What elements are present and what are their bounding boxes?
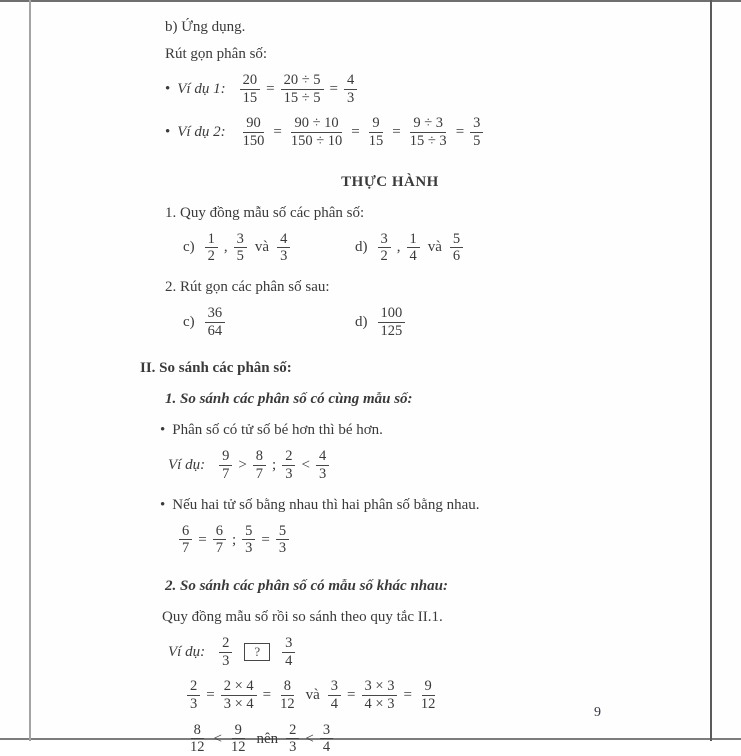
fraction: $\frac{90}{150}$ bbox=[242, 115, 265, 150]
operator: = bbox=[329, 80, 338, 97]
example-2-equation bbox=[238, 115, 486, 149]
fraction: $\frac{8}{12}$ bbox=[190, 721, 205, 756]
fraction: $\frac{4}{3}$ bbox=[344, 72, 357, 106]
fraction: $\frac{1}{2}$ bbox=[205, 231, 218, 265]
sub1-example-2-equation bbox=[177, 523, 291, 557]
sub1-example-1-label: Ví dụ: bbox=[168, 457, 206, 474]
page-content bbox=[140, 18, 680, 756]
operator: < bbox=[213, 730, 222, 747]
fraction: $\frac{3}{4}$ bbox=[320, 722, 333, 756]
part-label: c) bbox=[183, 239, 195, 256]
operator: = bbox=[262, 687, 272, 704]
operator: = bbox=[351, 124, 360, 141]
sub2-work-equation bbox=[185, 678, 440, 712]
practice-item-1c-equation bbox=[203, 231, 293, 265]
fraction: $\frac{3}{4}$ bbox=[282, 635, 295, 669]
question-box: ? bbox=[244, 643, 270, 661]
fraction: $\frac{8}{12}$ bbox=[280, 678, 295, 713]
word: và bbox=[254, 239, 270, 256]
practice-item-1d bbox=[355, 231, 465, 265]
page-number: 9 bbox=[594, 705, 601, 720]
operator: = bbox=[392, 124, 401, 141]
fraction: $\frac{9}{12}$ bbox=[230, 721, 246, 756]
example-2-row bbox=[165, 115, 680, 149]
practice-item-2-text: 2. Rút gọn các phân số sau: bbox=[165, 279, 330, 296]
example-1-row bbox=[165, 72, 680, 106]
operator: < bbox=[305, 730, 314, 747]
sub2-conclusion-equation bbox=[185, 722, 335, 756]
fraction: $\frac{36}{64}$ bbox=[205, 305, 226, 339]
fraction: $\frac{2}{3}$ bbox=[219, 635, 232, 669]
practice-item-1-parts bbox=[183, 231, 680, 265]
fraction: $\frac{1}{4}$ bbox=[407, 231, 420, 265]
sub1-example-1-row bbox=[168, 448, 680, 482]
sub2-example-label: Ví dụ: bbox=[168, 643, 206, 660]
fraction: $\frac{8}{7}$ bbox=[253, 448, 266, 482]
bullet-icon: • bbox=[165, 80, 171, 97]
bullet-icon: • bbox=[165, 124, 171, 141]
sub2-conclusion-row bbox=[185, 722, 680, 756]
fraction: $\frac{100}{125}$ bbox=[378, 305, 406, 339]
fraction: $\frac{2}{3}$ bbox=[187, 678, 200, 712]
sub2-rule: Quy đồng mẫu số rồi so sánh theo quy tắc II.1. bbox=[162, 609, 443, 626]
fraction: $\frac{5}{6}$ bbox=[450, 231, 463, 265]
sub2-example-row bbox=[168, 635, 680, 669]
page-edge-right bbox=[710, 0, 712, 741]
operator: = bbox=[455, 124, 465, 141]
operator: = bbox=[273, 124, 282, 141]
operator: = bbox=[198, 531, 207, 548]
fraction: $\frac{2}{3}$ bbox=[282, 448, 295, 482]
section-b-subtitle: Rút gọn phân số: bbox=[165, 46, 268, 62]
page-edge-top bbox=[0, 0, 741, 2]
sub1-example-1-equation bbox=[217, 448, 331, 482]
word: nên bbox=[256, 730, 279, 747]
practice-item-2-parts bbox=[183, 305, 680, 339]
fraction: $\frac{2}{3}$ bbox=[286, 722, 299, 756]
practice-heading: THỰC HÀNH bbox=[341, 173, 439, 190]
fraction: $\frac{9}{15}$ bbox=[368, 115, 384, 150]
fraction: $\frac{20}{15}$ bbox=[240, 72, 261, 106]
sub1-bullet-2-text: Nếu hai tử số bằng nhau thì hai phân số bằng nhau. bbox=[172, 496, 480, 513]
sub2-work-row bbox=[185, 678, 680, 712]
sub1-bullet-2 bbox=[160, 496, 680, 514]
operator: , bbox=[223, 239, 228, 256]
fraction: $\frac{5}{3}$ bbox=[276, 523, 289, 557]
operator: > bbox=[238, 457, 247, 474]
fraction: $\frac{90 \div 10}{150 \div 10}$ bbox=[290, 115, 343, 150]
part-label: c) bbox=[183, 313, 195, 330]
operator: = bbox=[261, 531, 270, 548]
practice-item-1d-equation bbox=[376, 231, 466, 265]
word: và bbox=[427, 239, 442, 256]
fraction: $\frac{3}{5}$ bbox=[470, 115, 483, 149]
fraction: $\frac{6}{7}$ bbox=[213, 523, 226, 557]
fraction: $\frac{20 \div 5}{15 \div 5}$ bbox=[281, 72, 324, 106]
fraction: $\frac{9 \div 3}{15 \div 3}$ bbox=[409, 115, 447, 150]
bullet-icon: • bbox=[160, 422, 166, 439]
bullet-icon: • bbox=[160, 496, 166, 513]
fraction: $\frac{3}{2}$ bbox=[378, 231, 391, 265]
fraction: $\frac{4}{3}$ bbox=[277, 231, 290, 265]
page-edge-left bbox=[29, 0, 31, 741]
sub1-example-2-row bbox=[177, 523, 680, 557]
part-label: d) bbox=[355, 239, 368, 256]
fraction: $\frac{6}{7}$ bbox=[179, 523, 192, 557]
sub1-bullet-1-text: Phân số có tử số bé hơn thì bé hơn. bbox=[172, 422, 383, 439]
part-label: d) bbox=[355, 313, 368, 330]
fraction: $\frac{3}{5}$ bbox=[234, 231, 247, 265]
practice-item-2c bbox=[183, 305, 355, 339]
section-2-sub2-title: 2. So sánh các phân số có mẫu số khác nhau: bbox=[165, 578, 448, 595]
operator: = bbox=[206, 687, 215, 704]
fraction: $\frac{2 \times 4}{3 \times 4}$ bbox=[221, 678, 257, 712]
fraction: $\frac{3}{4}$ bbox=[328, 678, 341, 712]
fraction: $\frac{9}{12}$ bbox=[420, 678, 436, 713]
fraction: $\frac{5}{3}$ bbox=[242, 523, 255, 557]
example-1-equation bbox=[238, 72, 360, 106]
operator: ; bbox=[231, 531, 237, 548]
fraction: $\frac{3 \times 3}{4 \times 3}$ bbox=[362, 678, 398, 712]
practice-item-1c bbox=[183, 231, 355, 265]
operator: = bbox=[403, 687, 412, 704]
sub1-bullet-1 bbox=[160, 421, 680, 439]
operator: < bbox=[301, 457, 310, 474]
example-2-label: Ví dụ 2: bbox=[177, 124, 226, 141]
operator: ; bbox=[272, 457, 277, 474]
word: và bbox=[305, 687, 320, 704]
section-2-sub1-title: 1. So sánh các phân số có cùng mẫu số: bbox=[165, 391, 413, 408]
example-1-label: Ví dụ 1: bbox=[177, 80, 226, 97]
operator: , bbox=[396, 239, 401, 256]
fraction: $\frac{4}{3}$ bbox=[316, 448, 329, 482]
section-2-title: II. So sánh các phân số: bbox=[140, 360, 292, 377]
operator: = bbox=[266, 80, 275, 97]
fraction: $\frac{9}{7}$ bbox=[219, 448, 232, 482]
practice-item-2d bbox=[355, 305, 407, 339]
practice-item-2c-equation bbox=[203, 305, 228, 339]
practice-item-2d-equation bbox=[376, 305, 408, 339]
sub2-example-equation bbox=[217, 635, 297, 669]
practice-item-1-text: 1. Quy đồng mẫu số các phân số: bbox=[165, 204, 365, 221]
operator: = bbox=[347, 687, 356, 704]
section-b-title: b) Ứng dụng. bbox=[165, 19, 246, 35]
